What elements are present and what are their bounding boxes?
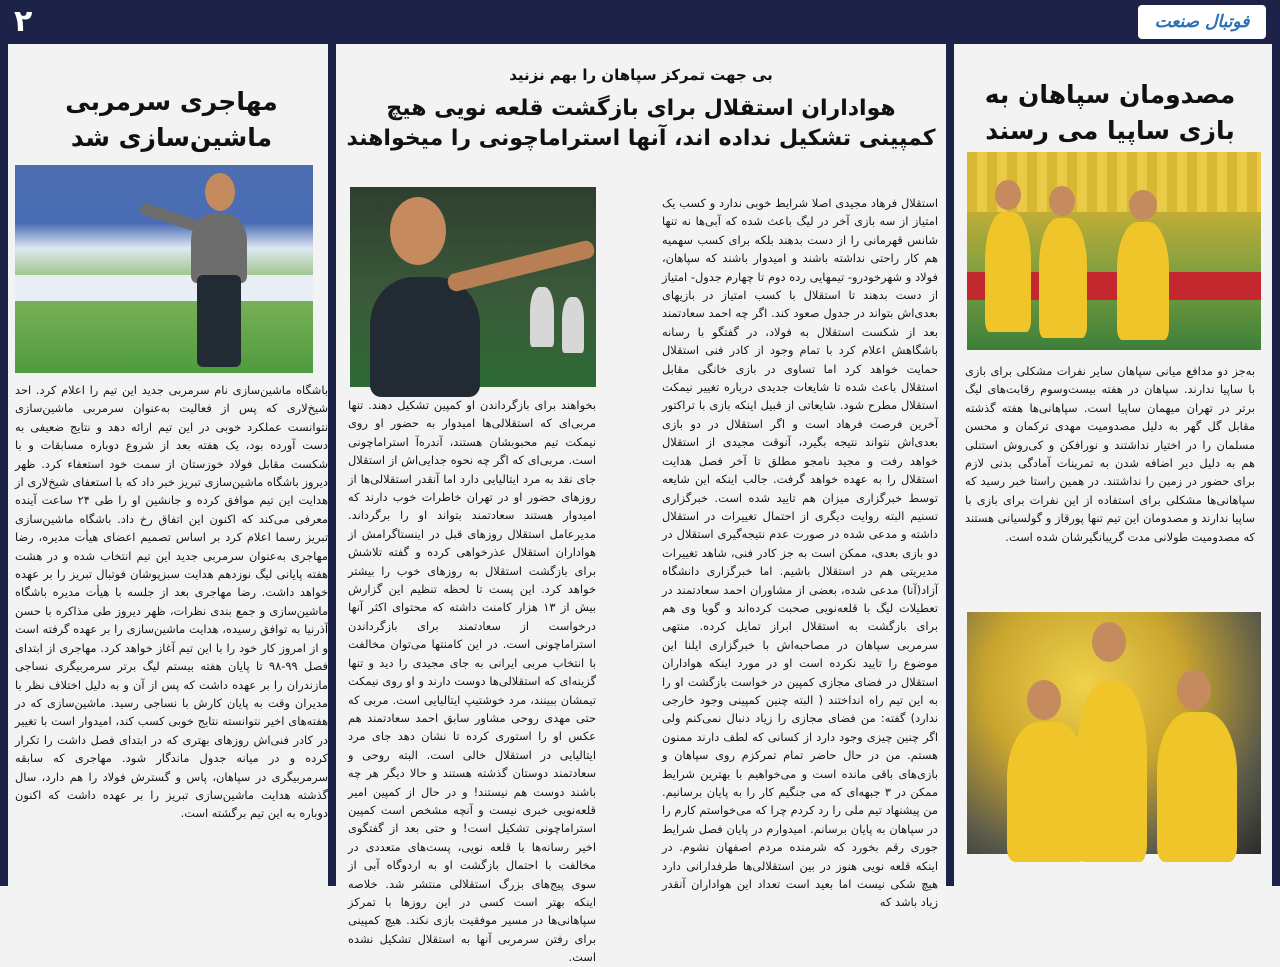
player-figure xyxy=(1007,722,1087,862)
top-bar xyxy=(0,0,1280,44)
right-article xyxy=(955,44,1265,886)
player-head xyxy=(995,180,1021,210)
right-headline: مصدومان سپاهان به بازی ساپیا می رسند xyxy=(984,80,1236,145)
middle-kicker: بی جهت تمرکز سپاهان را بهم نزنید xyxy=(509,66,773,84)
middle-body-column-b xyxy=(348,396,596,967)
middle-body-text-a: استقلال فرهاد مجیدی اصلا شرایط خوبی ندارد و کسب یک امتیاز از سه بازی آخر در لیگ باعث شده که آبی‌ها نه تنها شانس قهرمانی را از دست بدهند بلکه برای کسب سهمیه هم کار راحتی نداشته باشند و امیدوار باشند که سپاهان، فولاد و شهر‌خودرو- تیمهایی رده دوم تا چهارم جدول- امتیاز از دست بدهند تا استقلال با کسب امتیاز در بازیهای بعدی‌اش بتواند در جدول صعود کند. اگر چه احمد سعادتمند بعد از شکست استقلال به فولاد، در گفتگو با رسانه باشگاهش اعلام کرد با تمام وجود از کادر فنی استقلال حمایت خواهد کرد اما تساوی در بازی خانگی مقابل استقلال باعث شده تا شایعات جدیدی درباره تغییر نیمکت استقلال مطرح شود. شایعاتی از قبیل اینکه بازی با تراکتور آخرین فرصت فرهاد است و اگر استقلال در دو بازی بعدی‌اش نتواند نتیجه بگیرد، آنوقت مجیدی از استقلال خواهد رفت و مجید نامجو مطلق تا آخر فصل هدایت استقلال را به عهده خواهد گرفت. جالب اینکه این شایعه توسط خبرگزاری میزان هم تایید شده است. خبرگزاری تسنیم البته روایت دیگری از احتمال تغییرات در استقلال داشته و مدعی شده در صورت عدم نتیجه‌گیری استقلال در دو بازی بعدی، ممکن است به جز کادر فنی، شاهد تغییرات مدیریتی هم در استقلال باشیم. اما خبرگزاری دانشگاه آزاد(آنا) مدعی شده، بعضی از مشاوران احمد سعادتمند در تعطیلات لیگ با قلعه‌نویی صحبت کرده‌اند و گویا وی هم برای بازگشت به استقلال ابراز تمایل کرده. منتهی سرمربی سپاهان در مصاحبه‌اش با خبرگزاری ایلنا این موضوع را تایید نکرده است او در مورد اینکه هواداران استقلال در فضای مجازی کمپین در خواست بازگشت او را به این تیم راه انداختند ( البته چنین کمپینی وجود خارجی ندارد) گفته: من فضای مجازی را زیاد دنبال نمی‌کنم ولی اگر چنین چیزی وجود دارد از کسانی که لطف دارند ممنون هستم. من در حال حاضر تمام تمرکزم روی سپاهان و بازی‌های باقی مانده است و می‌خواهیم با بهترین شرایط ممکن در ۳ جبهه‌ای که می جنگیم کار را به پایان برسانیم. من پیشنهاد تیم ملی را رد کردم چرا که می‌خواستم کارم را در سپاهان به پایان برسانم. امیدوارم در پایان فصل شرایط جوری رقم بخورد که شرمنده مردم اصفهان نشوم. در اینکه قلعه نویی هنوز در بین استقلالی‌ها طرفدارانی دارد هیچ شکی نیست اما بعید است تعداد این هواداران آنقدر زیاد باشد که xyxy=(662,196,938,910)
middle-article xyxy=(336,44,946,965)
coach-figure xyxy=(370,277,480,397)
right-body xyxy=(965,362,1255,546)
coach-pointing-arm xyxy=(446,239,596,293)
middle-headline: هواداران استقلال برای بازگشت قلعه نویی هیچ کمپینی تشکیل نداده اند، آنها استراماچونی را میخواهند xyxy=(346,96,936,151)
column-divider-left xyxy=(328,44,336,886)
brand-logo: فوتبال صنعت xyxy=(1138,5,1266,39)
coach-trousers xyxy=(197,275,241,367)
left-body xyxy=(15,381,328,823)
coach-jacket xyxy=(191,213,247,283)
player-head xyxy=(1129,190,1157,220)
coach-head xyxy=(205,173,235,211)
column-divider-right xyxy=(946,44,954,886)
left-body-text: باشگاه ماشین‌سازی نام سرمربی جدید این تیم را اعلام کرد. احد شیخ‌لاری که پس از فعالیت به‌عنوان سرمربی ماشین‌سازی نتوانست عملکرد خوبی در این تیم ارائه دهد و نتایج ضعیفی به دست آورده بود، یک هفته بعد از شروع دوباره مسابقات و با شکست مقابل فولاد خوزستان از سمت خود استعفاء کرد. ظهر دیروز باشگاه ماشین‌سازی تبریز خبر داد که با استعفای شیخ‌لاری از هدایت این تیم موافق کرده و جانشین او را طی ۲۴ ساعت آینده معرفی می‌کند که اکنون این اتفاق رخ داد. باشگاه ماشین‌سازی تبریز رسما اعلام کرد بر اساس تصمیم اعضای هیأت مدیره، رضا مهاجری به‌عنوان سرمربی جدید این تیم انتخاب شده و در هشت هفته پایانی لیگ نوزدهم هدایت سبزپوشان فوتبال تبریز را بر عهده خواهد داشت. رضا مهاجری بعد از جلسه با هیأت مدیره باشگاه ماشین‌سازی و جمع بندی نظرات، ظهر دیروز طی مذاکره با حسن آذرنیا به توافق رسیده، هدایت ماشین‌سازی را بر عهده گرفته است و از امروز کار خود را با این تیم آغاز خواهد کرد. مهاجری از ابتدای فصل ۹۹-۹۸ تا پایان هفته بیستم لیگ برتر سرمربیگری نساجی مازندران را بر عهده داشت که پس از آن و به دلیل اختلاف نظر با مدیران وقت به پایان کارش با نساجی رسید. ماشین‌سازی که در هفته‌های اخیر نتوانسته نتایج خوبی کسب کند، امیدوار است با تغییر در کادر فنی‌اش روزهای بهتری که در ابتدای فصل داشت را تکرار کرده و در میانه جدول ماندگار شود. مهاجری که سابقه سرمربیگری در سپاهان، پاس و گسترش فولاد را هم دارد، سال گذشته هدایت ماشین‌سازی تبریز را بر عهده داشت که اکنون دوباره به این تیم برگشته است. xyxy=(15,383,328,821)
background-player xyxy=(530,287,554,347)
coach-mahajeri-photo xyxy=(15,165,313,373)
player-figure xyxy=(1117,222,1169,340)
coach-arm xyxy=(139,202,200,232)
background-player xyxy=(562,297,584,353)
sepahan-players-photo xyxy=(967,612,1261,854)
page-number: ۲ xyxy=(14,4,33,39)
middle-body-column-a xyxy=(662,194,938,912)
player-figure xyxy=(1039,218,1087,338)
sepahan-celebration-photo xyxy=(967,152,1261,350)
ad-board xyxy=(15,275,313,301)
left-article xyxy=(15,44,328,886)
middle-body-text-b: بخواهند برای بازگرداندن او کمپین تشکیل دهند. تنها مربی‌ای که استقلالی‌ها امیدوار به حضور او روی نیمکت تیم محبوبشان هستند، آندره‌آ استراماچونی است. مربی‌ای که اگر چه نحوه جدایی‌اش از استقلال جای نقد به مرد ایتالیایی دارد اما آنقدر استقلالی‌ها از روزهای حضور او در تهران خاطرات خوب دارند که امیدوار هستند سعادتمند بتواند او را برگرداند. مدیرعامل استقلال روزهای قبل در اینستاگرامش از هواداران استقلال عذرخواهی کرده و گفته تلاشش برای بازگشت استقلال به روزهای خوب را بیشتر خواهد کرد. این پست تا لحظه تنظیم این گزارش بیش از ۱۳ هزار کامنت داشته که محتوای اکثر آنها درخواست از سعادتمند برای بازگرداندن استراماچونی است. در این کامنتها می‌توان مخالفت با انتخاب مربی ایرانی به جای مجیدی را دید و تنها گزینه‌ای که استقلالی‌ها دوست دارند و او روی نیمکت تیمشان ببینند، مرد خوشتیپ ایتالیایی است. مربی که حتی مهدی روحی مشاور سابق احمد سعادتمند هم عکس او را استوری کرده تا نشان دهد جای مرد ایتالیایی در استقلال خالی است. البته روحی و سعادتمند دوستان گذشته هستند و حالا دیگر هر چه باشند دوست هم نیستند! و در حال از کمپین امیر قلعه‌نویی خبری نیست و آنچه مشخص است کمپین استراماچونی تشکیل است! و حتی بعد از گفتگوی اخیر رسانه‌ها با قلعه نویی، پست‌های متعددی در مخالفت با احتمال بازگشت او به اردوگاه آبی از سوی پیج‌های بزرگ استقلالی منتشر شد. خلاصه اینکه بهتر است کسی در این روزها با تمرکز سپاهانی‌ها در مسیر موفقیت بازی نکند. هیچ کمپینی برای رفتن سرمربی آنها به استقلال تشکیل نشده است. xyxy=(348,398,596,965)
coach-majidi-photo xyxy=(350,187,596,387)
frame-right-edge xyxy=(1272,44,1280,886)
player-figure xyxy=(1077,682,1147,862)
player-head xyxy=(1049,186,1075,216)
left-headline: مهاجری سرمربی ماشین‌سازی شد xyxy=(65,87,278,152)
frame-left-edge xyxy=(0,44,8,886)
player-head xyxy=(1092,622,1126,662)
coach-head xyxy=(390,197,446,265)
player-head xyxy=(1177,670,1211,710)
player-head xyxy=(1027,680,1061,720)
player-figure xyxy=(985,212,1031,332)
player-figure xyxy=(1157,712,1237,862)
right-body-text: به‌جز دو مدافع میانی سپاهان سایر نفرات مشکلی برای بازی با ساپیا ندارند. سپاهان در هفته بیست‌وسوم رقابت‌های لیگ برتر در تهران میهمان ساپیا است. سپاهانی‌ها هفته گذشته مقابل گل گهر به دلیل مصدومیت مهدی ترکمان و محسن مسلمان را در اختیار نداشتند و نورافکن و کی‌روش استنلی هم به دلیل دیر اضافه شدن به تمرینات آمادگی بدنی لازم برای حضور در زمین را نداشتند. در همین راستا خبر رسید که سپاهانی‌ها مشکلی برای استفاده از این نفرات برای بازی با ساپیا ندارند و مصدومان این تیم تنها پورقاز و گولسیانی هستند که مصدومیت طولانی مدت گریبانگیرشان شده است. xyxy=(965,364,1255,544)
